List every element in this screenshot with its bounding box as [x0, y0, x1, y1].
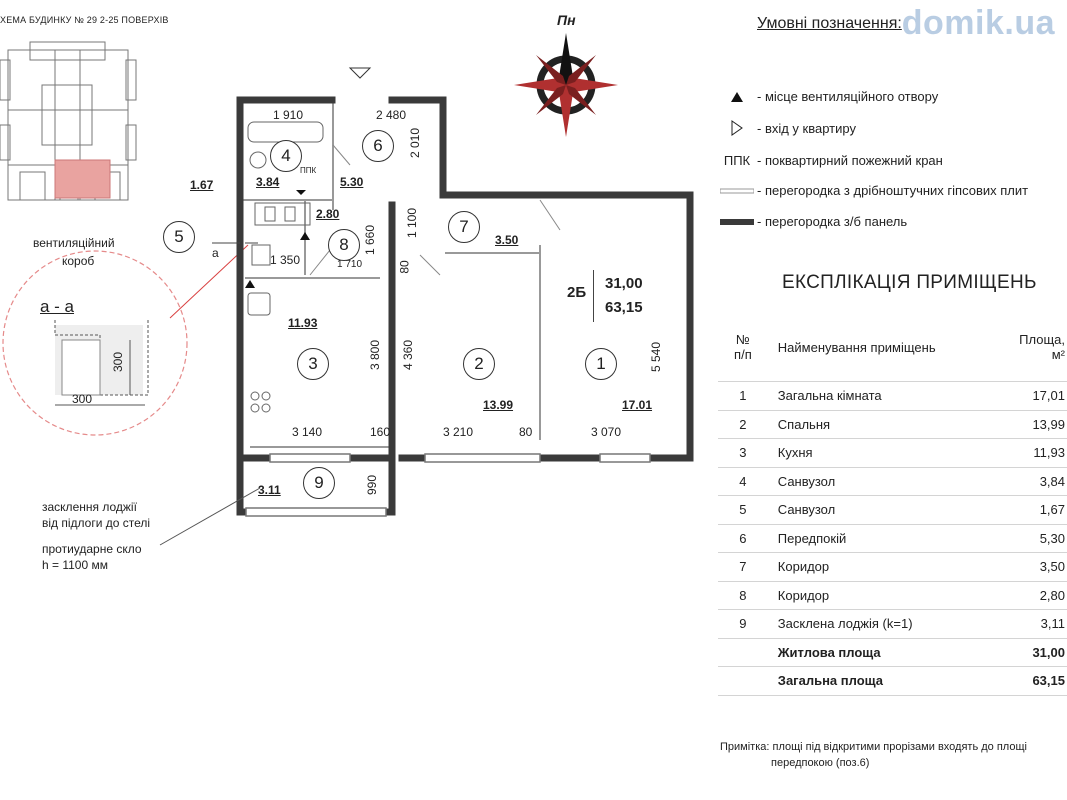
room-number-4: 4 [270, 140, 302, 172]
dim-1350: 1 350 [270, 253, 301, 267]
ventilation-triangle-icon [717, 91, 757, 103]
dim-160: 160 [370, 425, 391, 439]
section-mark-a: а [212, 246, 219, 260]
table-row: 3 Кухня 11,93 [718, 439, 1067, 468]
legend-item-label: - вхід у квартиру [757, 120, 856, 136]
dim-3800: 3 800 [368, 339, 383, 371]
legend-title: Умовні позначення: [757, 15, 902, 32]
dim-80-horizontal: 80 [519, 425, 533, 439]
concrete-partition-icon [717, 218, 757, 226]
header-name: Найменування приміщень [768, 313, 1005, 382]
vent-dim-horizontal: 300 [72, 392, 93, 406]
legend-item-entrance [717, 120, 856, 136]
dim-990: 990 [365, 474, 380, 496]
header-number: № п/п [718, 313, 768, 382]
room-area-4: 3.84 [256, 175, 280, 189]
dim-1910: 1 910 [273, 108, 304, 122]
dim-4360: 4 360 [401, 339, 416, 371]
room-number-5: 5 [163, 221, 195, 253]
entrance-arrow-icon [717, 120, 757, 136]
room-area-2: 13.99 [483, 398, 514, 412]
ventilation-section-detail [3, 245, 248, 435]
loggia-note-2: від підлоги до стелі [42, 516, 151, 530]
dim-5540: 5 540 [649, 341, 664, 373]
section-a-a-label: а - а [40, 297, 75, 316]
entrance-triangle-icon [350, 68, 370, 78]
apartment-living-area: 31,00 [605, 275, 643, 292]
table-row: 5 Санвузол 1,67 [718, 496, 1067, 525]
room-number-3: 3 [297, 348, 329, 380]
ventilation-triangle-icon [245, 280, 255, 288]
explication-table [718, 313, 1067, 696]
loggia-note-4: h = 1100 мм [42, 558, 108, 572]
note-line-2: передпокою (поз.6) [771, 757, 870, 769]
loggia-note-1: засклення лоджії [42, 500, 137, 514]
ppk-label: ППК [300, 166, 317, 175]
apartment-total-area: 63,15 [605, 299, 643, 316]
legend-item-label: - місце вентиляційного отвору [757, 89, 939, 104]
vent-box-label-2: короб [62, 254, 95, 268]
header-area: Площа, м² [1005, 313, 1067, 382]
room-area-7: 3.50 [495, 233, 519, 247]
room-area-1: 17.01 [622, 398, 653, 412]
legend-item-concrete-partition [717, 214, 907, 229]
dim-1710: 1 710 [337, 259, 363, 270]
dim-1660: 1 660 [363, 224, 378, 256]
table-row: 8 Коридор 2,80 [718, 581, 1067, 610]
compass-rose-icon [514, 33, 618, 137]
loggia-note-3: протиударне скло [42, 542, 142, 556]
dim-80-vertical: 80 [397, 260, 412, 274]
dim-2010: 2 010 [408, 127, 423, 159]
watermark-logo: domik.ua [901, 4, 1055, 42]
ventilation-triangle-icon [296, 190, 306, 195]
table-row: 4 Санвузол 3,84 [718, 467, 1067, 496]
room-area-6: 5.30 [340, 175, 364, 189]
legend-item-label: - перегородка з/б панель [757, 214, 908, 229]
room-number-6: 6 [362, 130, 394, 162]
building-scheme-thumbnail [0, 42, 136, 200]
table-row: 2 Спальня 13,99 [718, 410, 1067, 439]
dim-3140: 3 140 [292, 425, 323, 439]
apartment-type: 2Б [567, 284, 587, 301]
table-total-row: Житлова площа 31,00 [718, 638, 1067, 667]
legend-item-fire-hydrant [717, 153, 943, 168]
room-number-2: 2 [463, 348, 495, 380]
room-number-7: 7 [448, 211, 480, 243]
dim-3070: 3 070 [591, 425, 622, 439]
room-area-5: 1.67 [190, 178, 214, 192]
legend-item-label: - поквартирний пожежний кран [757, 153, 943, 168]
vent-dim-vertical: 300 [111, 351, 126, 373]
note-line-1: Примітка: площі під відкритими прорізами входять до площі [720, 741, 1027, 753]
room-number-1: 1 [585, 348, 617, 380]
legend-item-gypsum-partition [717, 183, 1028, 198]
ppk-symbol: ППК [723, 153, 751, 168]
room-area-8: 2.80 [316, 207, 340, 221]
table-row: 9 Засклена лоджія (k=1) 3,11 [718, 610, 1067, 639]
table-row: 1 Загальна кімната 17,01 [718, 382, 1067, 411]
table-row: 6 Передпокій 5,30 [718, 524, 1067, 553]
compass-north-label: Пн [557, 12, 576, 28]
room-area-9: 3.11 [258, 483, 281, 497]
table-row: 7 Коридор 3,50 [718, 553, 1067, 582]
room-area-3: 11.93 [288, 316, 318, 330]
vent-box-label: вентиляційний [33, 236, 115, 250]
room-number-8: 8 [328, 229, 360, 261]
ventilation-triangle-icon [300, 232, 310, 240]
scheme-title: ХЕМА БУДИНКУ № 29 2-25 ПОВЕРХІВ [0, 15, 169, 25]
dim-3210: 3 210 [443, 425, 474, 439]
table-header-row [718, 313, 1067, 382]
dim-2480: 2 480 [376, 108, 407, 122]
legend-item-ventilation [717, 89, 938, 104]
legend-item-label: - перегородка з дрібноштучних гіпсових плит [757, 183, 1029, 198]
table-total-row: Загальна площа 63,15 [718, 667, 1067, 696]
dim-1100: 1 100 [405, 207, 420, 239]
gypsum-partition-icon [717, 187, 757, 195]
loggia-leader-line [160, 488, 260, 545]
explication-title: ЕКСПЛІКАЦІЯ ПРИМІЩЕНЬ [782, 272, 1037, 293]
room-number-9: 9 [303, 467, 335, 499]
